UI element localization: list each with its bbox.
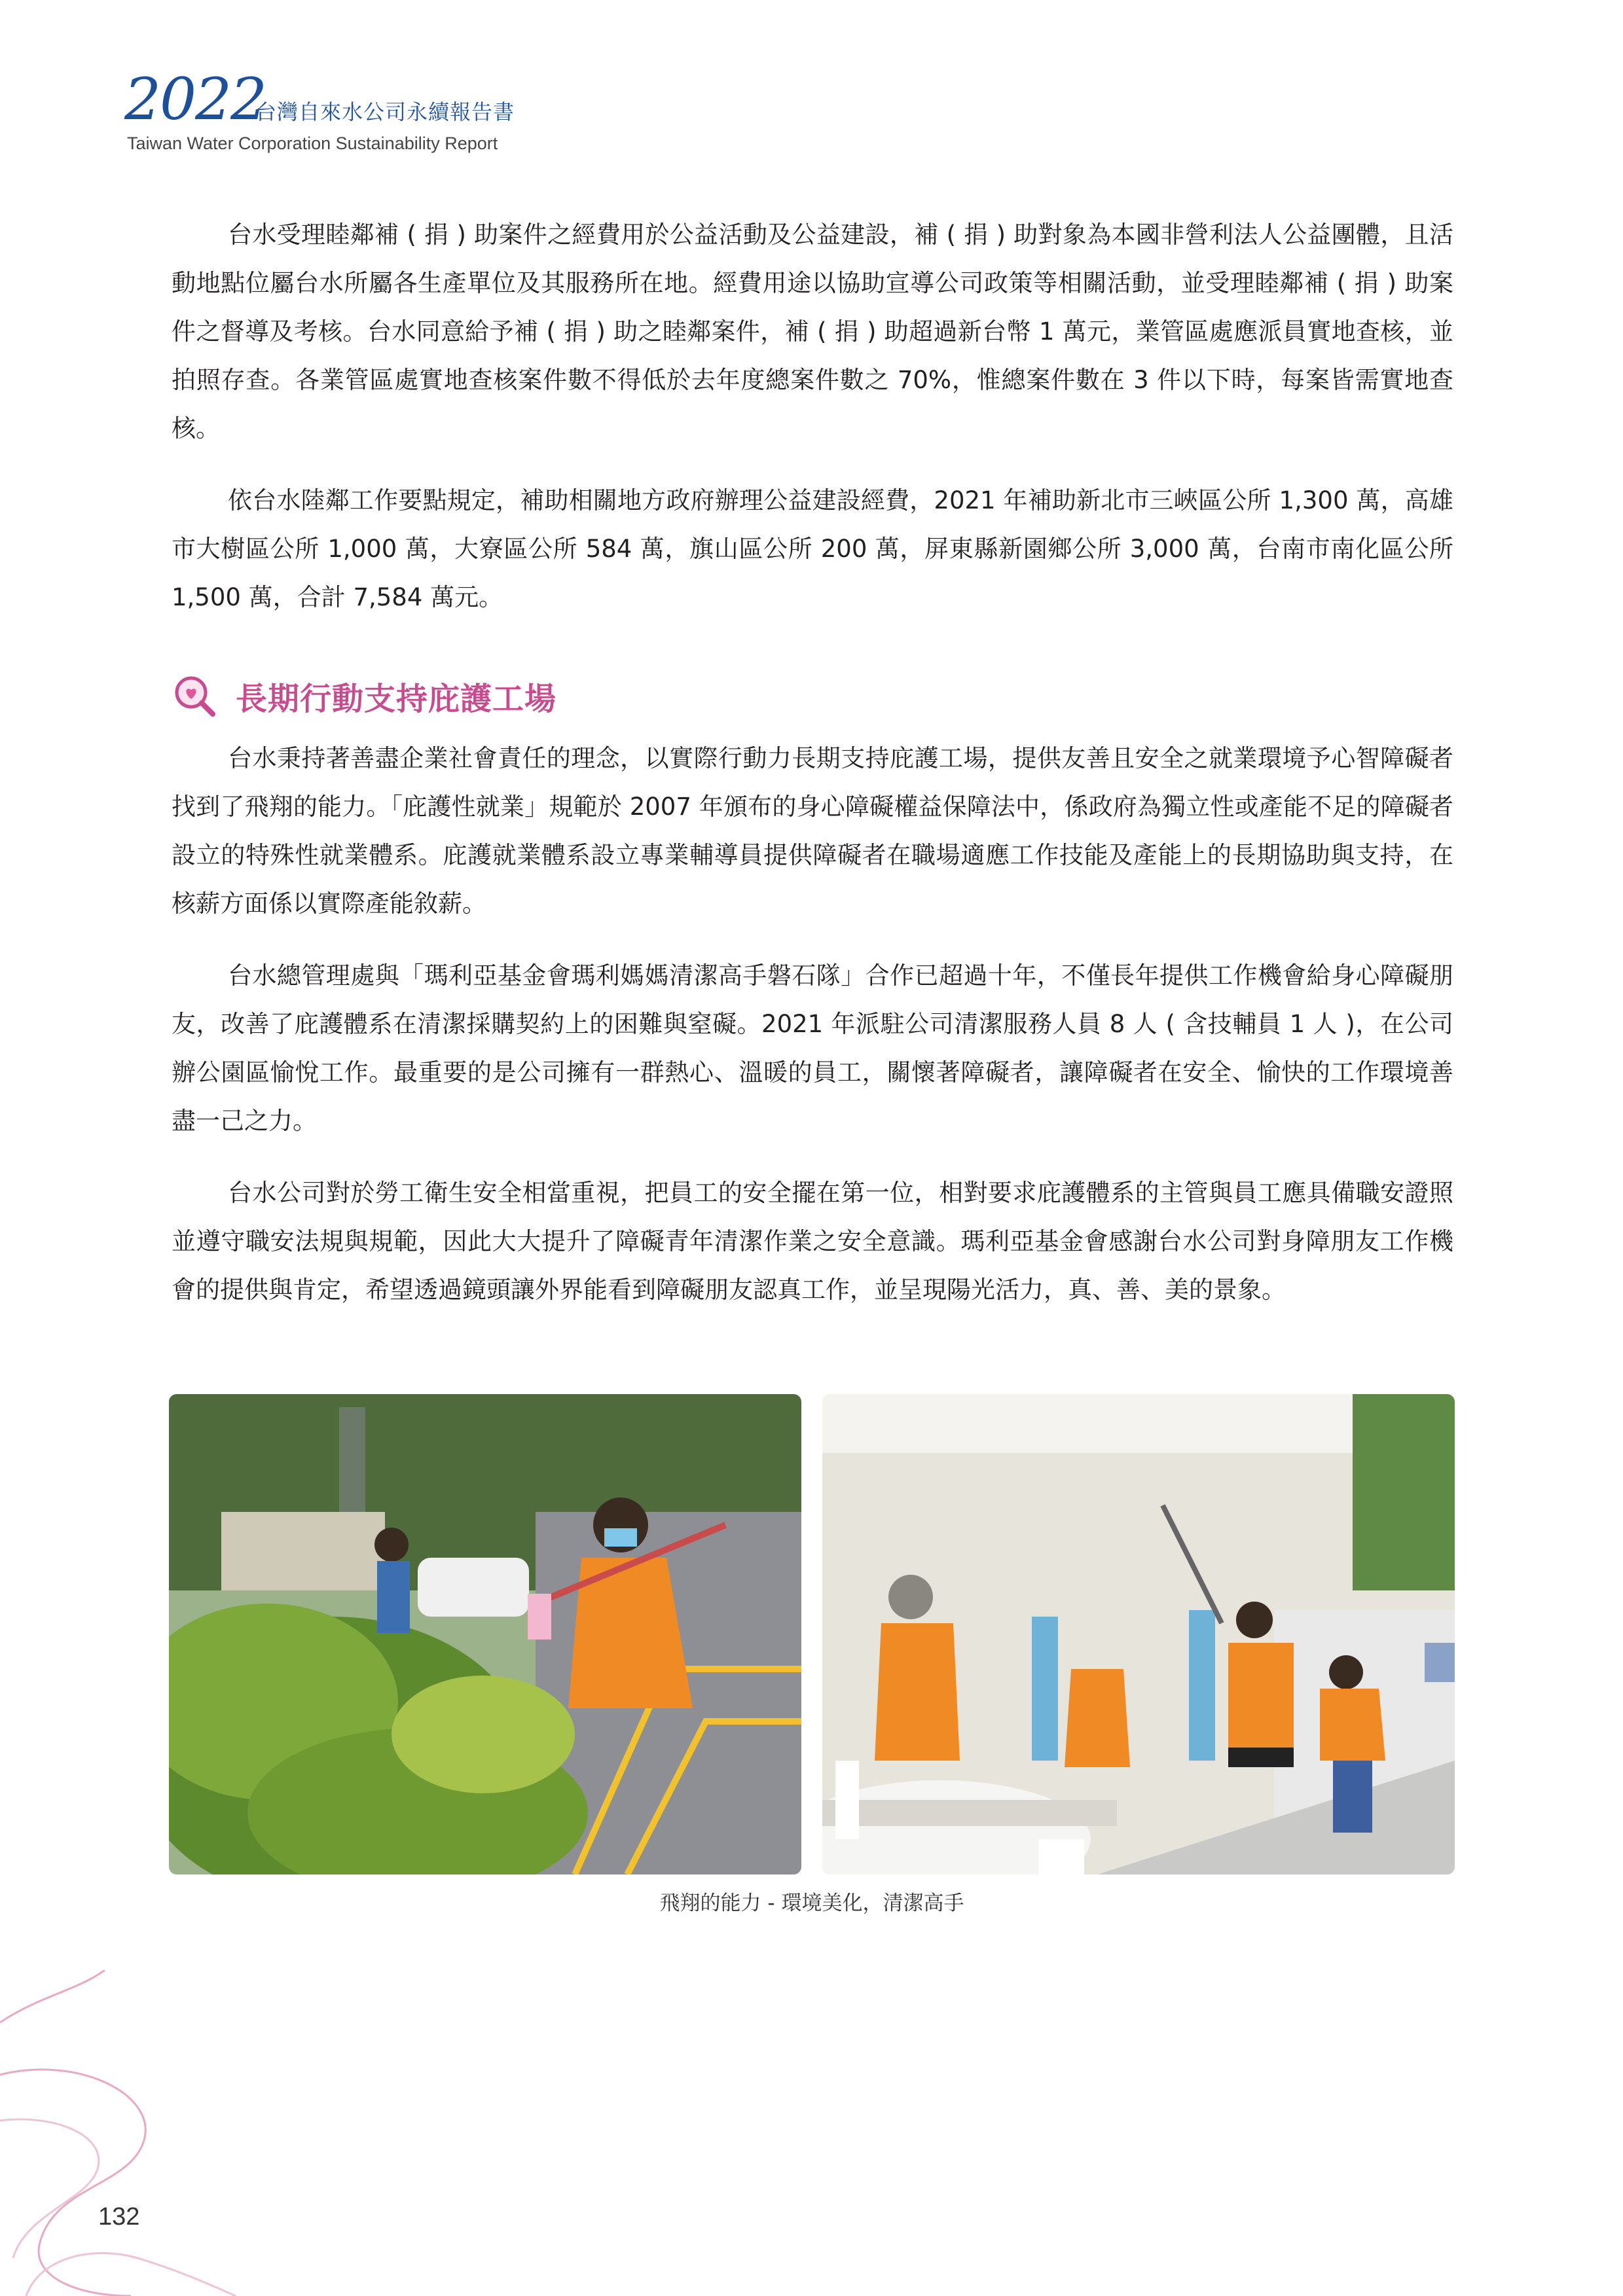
decorative-swirl bbox=[0, 1970, 249, 2296]
report-title-zh: 台灣自來水公司永續報告書 bbox=[255, 99, 515, 124]
section-title: 長期行動支持庇護工場 bbox=[236, 680, 557, 717]
page-number: 132 bbox=[98, 2203, 140, 2231]
body-paragraph: 台水受理睦鄰補 ( 捐 ) 助案件之經費用於公益活動及公益建設，補 ( 捐 ) 助對象為本國非營利法人公益團體，且活動地點位屬台水所屬各生產單位及其服務所在地。經費用途以協助宣導公司政策等相關活動，並受理睦鄰補 ( 捐 ) 助案件之督導及考核。台水同意給予補 ( 捐 ) 助之睦鄰案件，補 ( 捐 ) 助超過新台幣 1 萬元，業管區處應派員實地查核，並拍照存查。各業管區處實地查核案件數不得低於去年度總案件數之 70%，惟總案件數在 3 件以下時，每案皆需實地查核。 bbox=[172, 221, 1453, 442]
report-year: 2022 bbox=[124, 65, 266, 133]
photo-hedge-trimming bbox=[169, 1394, 801, 1874]
photo-caption: 飛翔的能力 - 環境美化，清潔高手 bbox=[659, 1892, 964, 1915]
photo-restroom-cleaning bbox=[822, 1394, 1455, 1874]
body-paragraph: 依台水陸鄰工作要點規定，補助相關地方政府辦理公益建設經費，2021 年補助新北市三峽區公所 1,300 萬，高雄市大樹區公所 1,000 萬，大寮區公所 584 萬，旗山區公所 200 萬，屏東縣新園鄉公所 3,000 萬，台南市南化區公所 1,500 萬，合計 7,584 萬元。 bbox=[172, 486, 1453, 611]
section-heading bbox=[172, 673, 1453, 719]
photo-row bbox=[169, 1394, 1455, 1874]
body-paragraph: 台水秉持著善盡企業社會責任的理念，以實際行動力長期支持庇護工場，提供友善且安全之就業環境予心智障礙者找到了飛翔的能力。「庇護性就業」規範於 2007 年頒布的身心障礙權益保障法中，係政府為獨立性或產能不足的障礙者設立的特殊性就業體系。庇護就業體系設立專業輔導員提供障礙者在職場適應工作技能及產能上的長期協助與支持，在核薪方面係以實際產能敘薪。 bbox=[172, 744, 1453, 918]
report-title-en: Taiwan Water Corporation Sustainability Report bbox=[127, 134, 498, 153]
body-paragraph: 台水總管理處與「瑪利亞基金會瑪利媽媽清潔高手磐石隊」合作已超過十年，不僅長年提供工作機會給身心障礙朋友，改善了庇護體系在清潔採購契約上的困難與窒礙。2021 年派駐公司清潔服務人員 8 人 ( 含技輔員 1 人 )，在公司辦公園區愉悅工作。最重要的是公司擁有一群熱心、溫暖的員工，關懷著障礙者，讓障礙者在安全、愉快的工作環境善盡一己之力。 bbox=[172, 961, 1453, 1135]
main-content bbox=[172, 211, 1453, 1338]
body-paragraph: 台水公司對於勞工衛生安全相當重視，把員工的安全擺在第一位，相對要求庇護體系的主管與員工應具備職安證照並遵守職安法規與規範，因此大大提升了障礙青年清潔作業之安全意識。瑪利亞基金會感謝台水公司對身障朋友工作機會的提供與肯定，希望透過鏡頭讓外界能看到障礙朋友認真工作，並呈現陽光活力，真、善、美的景象。 bbox=[172, 1179, 1453, 1304]
magnifier-heart-icon bbox=[172, 673, 217, 719]
